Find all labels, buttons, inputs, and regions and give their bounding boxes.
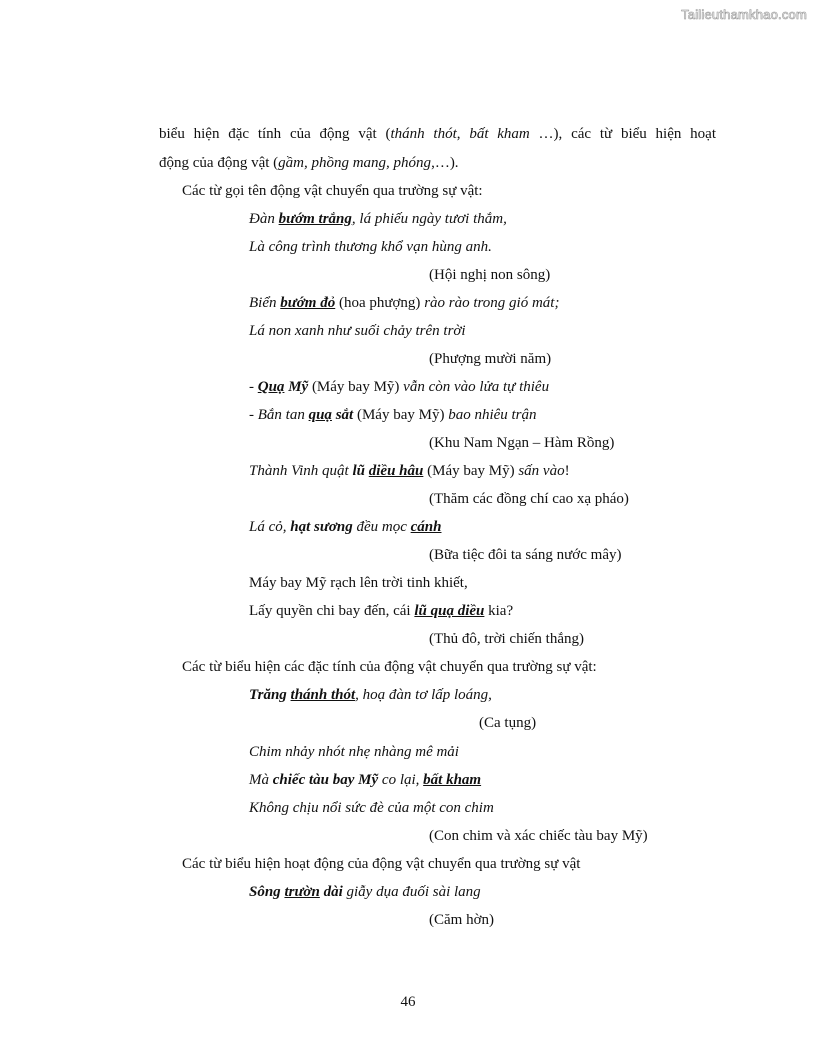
poem-line: Máy bay Mỹ rạch lên trời tinh khiết, (249, 575, 468, 591)
poem-source: (Hội nghị non sông) (429, 267, 551, 283)
poem-line: - Quạ Mỹ (Máy bay Mỹ) vẫn còn vào lửa tự thiêu (249, 379, 550, 395)
poem-line: Sông trườn dài giẫy dụa đuối sài lang (249, 884, 481, 900)
poem-source: (Thủ đô, trời chiến thắng) (429, 631, 584, 647)
watermark: Tailieuthamkhao.com (681, 7, 807, 22)
poem-source: (Căm hờn) (429, 912, 495, 928)
poem-line: - Bắn tan quạ sắt (Máy bay Mỹ) bao nhiêu trận (249, 407, 537, 423)
section-intro-animal-names: Các từ gọi tên động vật chuyển qua trường sự vật: (182, 183, 483, 199)
poem-line: Là công trình thương khổ vạn hùng anh. (249, 239, 492, 255)
section-intro-animal-traits: Các từ biểu hiện các đặc tính của động vật chuyển qua trường sự vật: (182, 659, 597, 675)
body-line-1: biểu hiện đặc tính của động vật (thánh thót, bất kham …), các từ biểu hiện hoạt (159, 126, 716, 142)
poem-line: Đàn bướm trắng, lá phiếu ngày tươi thắm, (249, 211, 507, 227)
section-intro-animal-actions: Các từ biểu hiện hoạt động của động vật chuyển qua trường sự vật (182, 856, 581, 872)
poem-source: (Thăm các đồng chí cao xạ pháo) (429, 491, 629, 507)
body-line-2: động của động vật (gầm, phồng mang, phóng,…). (159, 155, 459, 171)
poem-source: (Khu Nam Ngạn – Hàm Rồng) (429, 435, 615, 451)
poem-line: Biển bướm đỏ (hoa phượng) rào rào trong gió mát; (249, 295, 560, 311)
poem-line: Mà chiếc tàu bay Mỹ co lại, bất kham (249, 772, 482, 788)
poem-line: Lấy quyền chi bay đến, cái lũ quạ diều kia? (249, 603, 514, 619)
poem-source: (Ca tụng) (479, 715, 537, 731)
page-number: 46 (400, 994, 416, 1010)
poem-line: Thành Vinh quật lũ diều hâu (Máy bay Mỹ) sấn vào! (249, 463, 570, 479)
poem-source: (Con chim và xác chiếc tàu bay Mỹ) (429, 828, 648, 844)
poem-line: Không chịu nổi sức đè của một con chim (249, 800, 494, 816)
poem-source: (Bữa tiệc đôi ta sáng nước mây) (429, 547, 622, 563)
poem-line: Trăng thánh thót, hoạ đàn tơ lấp loáng, (249, 687, 492, 703)
poem-line: Lá non xanh như suối chảy trên trời (249, 323, 466, 339)
poem-source: (Phượng mười năm) (429, 351, 552, 367)
poem-line: Chim nhảy nhót nhẹ nhàng mê mải (249, 744, 459, 760)
poem-line: Lá cỏ, hạt sương đều mọc cánh (249, 519, 442, 535)
